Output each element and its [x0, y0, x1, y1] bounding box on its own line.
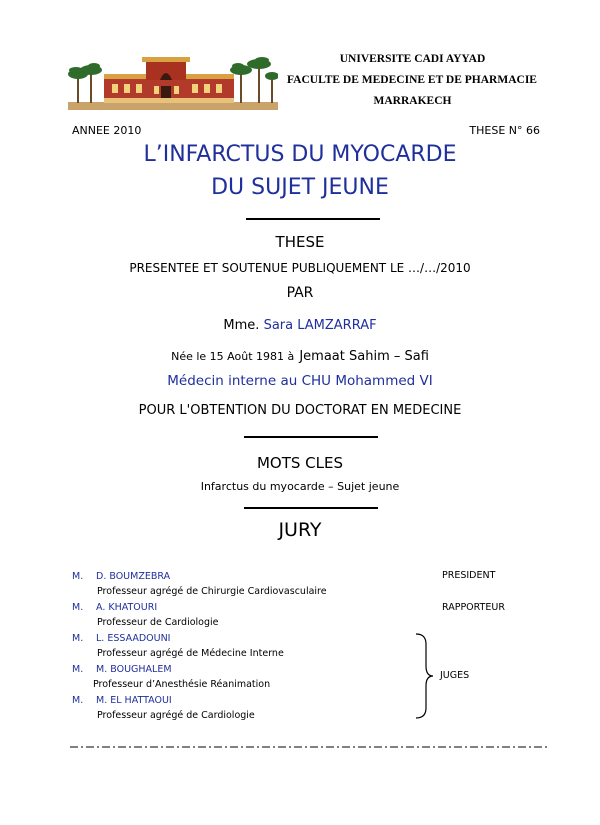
birth-place: Jemaat Sahim – Safi: [299, 349, 429, 364]
author-position: Médecin interne au CHU Mohammed VI: [167, 373, 433, 389]
thesis-title-line-2: DU SUJET JEUNE: [211, 175, 389, 200]
bottom-dashed-rule: [70, 745, 550, 749]
keywords-heading: MOTS CLES: [256, 454, 344, 472]
jury-member-description: Professeur d’Anesthésie Réanimation: [93, 679, 271, 690]
thesis-title-line-1: L’INFARCTUS DU MYOCARDE: [143, 142, 457, 167]
jury-member-title: M.: [72, 571, 84, 582]
jury-member-title: M.: [72, 695, 84, 706]
these-heading: THESE: [275, 233, 325, 251]
presented-line: PRESENTEE ET SOUTENUE PUBLIQUEMENT LE …/…/2010: [129, 261, 471, 275]
keywords-text: Infarctus du myocarde – Sujet jeune: [200, 480, 400, 493]
jury-member-description: Professeur agrégé de Médecine Interne: [97, 648, 284, 659]
jury-member-description: Professeur de Cardiologie: [97, 617, 219, 628]
year-label: ANNEE 2010: [72, 124, 142, 137]
jury-member-name: A. KHATOURI: [96, 602, 158, 613]
jury-member-description: Professeur agrégé de Cardiologie: [97, 710, 255, 721]
juges-label: JUGES: [440, 670, 470, 681]
jury-member-description: Professeur agrégé de Chirurgie Cardiovasculaire: [97, 586, 327, 597]
jury-heading: JURY: [278, 519, 322, 541]
thesis-number: THESE N° 66: [469, 124, 540, 137]
obtention-line: POUR L'OBTENTION DU DOCTORAT EN MEDECINE: [138, 403, 462, 418]
faculty-name: FACULTE DE MEDECINE ET DE PHARMACIE: [287, 74, 537, 86]
jury-member-role: PRESIDENT: [442, 570, 496, 581]
jury-member-role: RAPPORTEUR: [442, 602, 505, 613]
jury-member-title: M.: [72, 633, 84, 644]
birth-date: Née le 15 Août 1981 à: [171, 350, 295, 363]
jury-member-name: L. ESSAADOUNI: [96, 633, 171, 644]
par-label: PAR: [286, 285, 314, 301]
author-name: Sara LAMZARRAF: [263, 318, 377, 333]
author-prefix: Mme.: [223, 318, 260, 333]
jury-member-title: M.: [72, 602, 84, 613]
jury-member-title: M.: [72, 664, 84, 675]
jury-member-name: D. BOUMZEBRA: [96, 571, 171, 582]
jury-member-name: M. BOUGHALEM: [96, 664, 172, 675]
city-name: MARRAKECH: [373, 95, 452, 107]
university-name: UNIVERSITE CADI AYYAD: [339, 53, 486, 65]
jury-member-name: M. EL HATTAOUI: [96, 695, 172, 706]
juges-brace: [414, 632, 434, 720]
